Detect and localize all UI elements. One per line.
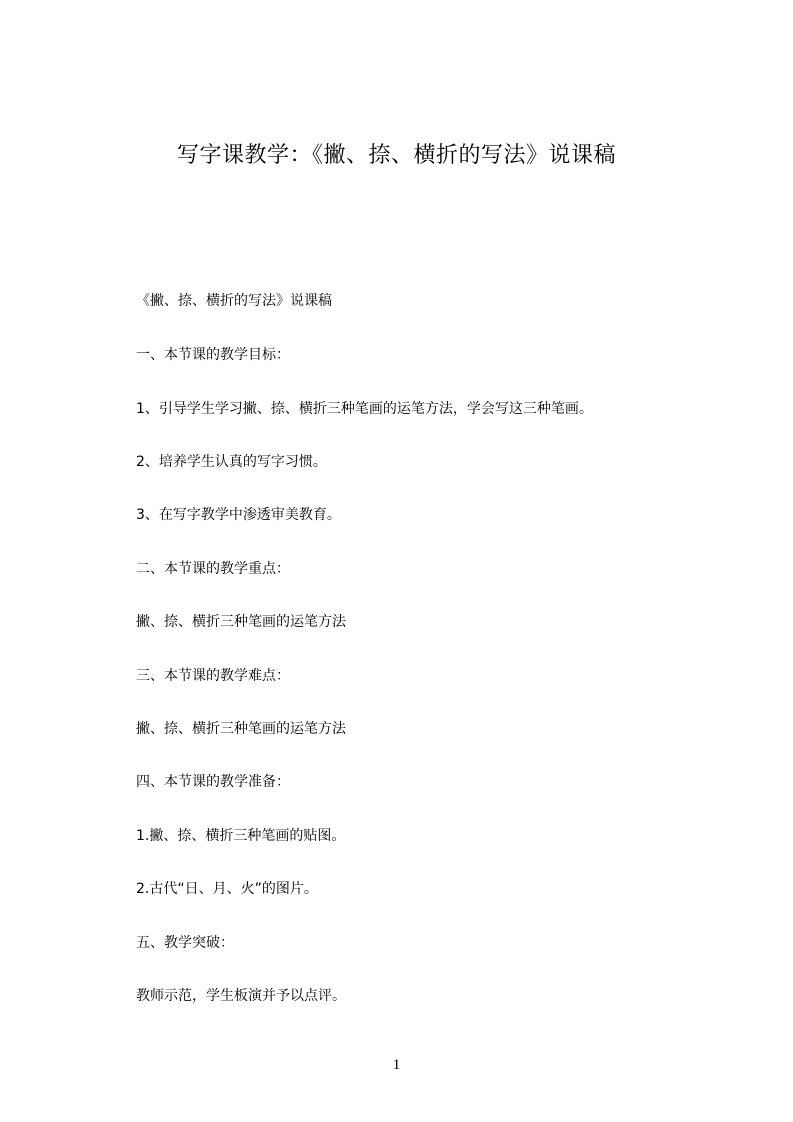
paragraph-line: 3、在写字教学中渗透审美教育。 — [136, 507, 341, 523]
paragraph-line: 1、引导学生学习撇、捺、横折三种笔画的运笔方法，学会写这三种笔画。 — [136, 401, 593, 417]
section-heading-preparation: 四、本节课的教学准备： — [136, 774, 290, 790]
section-heading-breakthrough: 五、教学突破： — [136, 935, 234, 951]
section-heading-difficulties: 三、本节课的教学难点： — [136, 668, 290, 684]
paragraph-line: 1.撇、捺、横折三种笔画的贴图。 — [136, 828, 346, 844]
paragraph-line: 撇、捺、横折三种笔画的运笔方法 — [136, 614, 346, 630]
paragraph-line: 2.古代“日、月、火”的图片。 — [136, 881, 318, 897]
paragraph-line: 2、培养学生认真的写字习惯。 — [136, 454, 327, 470]
section-heading-key-points: 二、本节课的教学重点： — [136, 561, 290, 577]
section-heading-objectives: 一、本节课的教学目标： — [136, 347, 290, 363]
page-number: 1 — [392, 1057, 401, 1073]
subtitle-line: 《撇、捺、横折的写法》说课稿 — [136, 293, 332, 309]
paragraph-line: 教师示范，学生板演并予以点评。 — [136, 988, 346, 1004]
document-title: 写字课教学：《撇、捺、横折的写法》说课稿 — [176, 143, 616, 168]
paragraph-line: 撇、捺、横折三种笔画的运笔方法 — [136, 721, 346, 737]
